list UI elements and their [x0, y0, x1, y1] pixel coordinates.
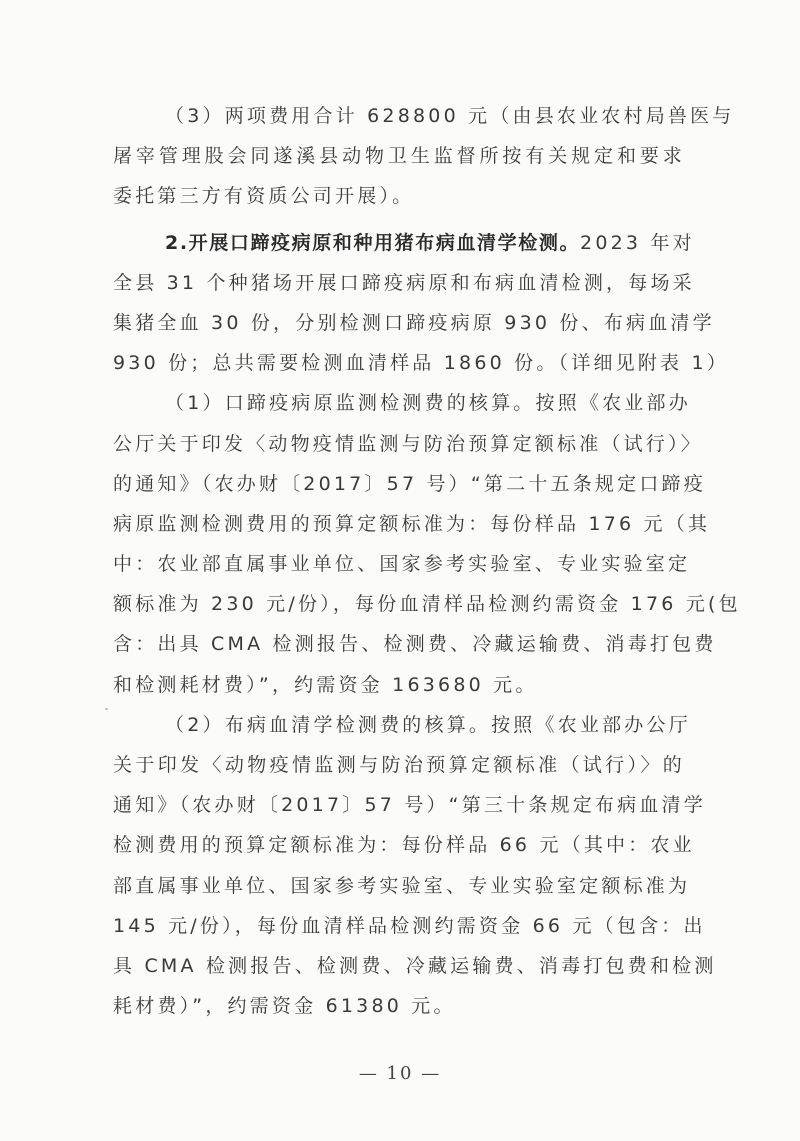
page-number: — 10 — [358, 1063, 442, 1084]
paragraph-section-2 [113, 223, 729, 384]
scan-speck [105, 708, 108, 710]
text-line: 屠宰管理股会同遂溪县动物卫生监督所按有关规定和要求 [113, 145, 685, 168]
text-line: 具 CMA 检测报告、检测费、冷藏运输费、消毒打包费和检测 [113, 954, 717, 977]
text-line: （1）口蹄疫病原监测检测费的核算。按照《农业部办 [165, 392, 691, 415]
paragraph-item-3-total [113, 96, 735, 217]
text-line: 145 元/份），每份血清样品检测约需资金 66 元（包含：出 [113, 914, 706, 937]
text-line: 全县 31 个种猪场开展口蹄疫病原和布病血清检测，每场采 [113, 271, 695, 294]
paragraph-item-2-brucellosis [113, 705, 717, 1027]
section-heading: 2.开展口蹄疫病原和种用猪布病血清学检测。 [165, 231, 581, 254]
text-line: （2）布病血清学检测费的核算。按照《农业部办公厅 [165, 713, 691, 736]
text-run: 2023 年对 [580, 231, 695, 254]
document-body [113, 96, 741, 1026]
text-line: 关于印发〈动物疫情监测与防治预算定额标准（试行）〉的 [113, 754, 685, 776]
text-line: 中：农业部直属事业单位、国家参考实验室、专业实验室定 [113, 553, 691, 576]
paragraph-item-1-fmd [113, 383, 741, 705]
text-line: （3）两项费用合计 628800 元（由县农业农村局兽医与 [165, 105, 735, 127]
text-line: 耗材费）”，约需资金 61380 元。 [113, 995, 456, 1018]
text-line: 病原监测检测费用的预算定额标准为：每份样品 176 元（其 [113, 512, 711, 535]
text-line: 和检测耗材费）”，约需资金 163680 元。 [113, 673, 538, 696]
text-line: 的通知》（农办财〔2017〕57 号）“第二十五条规定口蹄疫 [113, 472, 706, 495]
text-line: 部直属事业单位、国家参考实验室、专业实验室定额标准为 [113, 874, 691, 897]
text-line: 公厅关于印发〈动物疫情监测与防治预算定额标准（试行）〉 [113, 432, 703, 455]
text-line: 委托第三方有资质公司开展）。 [113, 185, 415, 208]
text-line: 通知》（农办财〔2017〕57 号）“第三十条规定布病血清学 [113, 794, 706, 817]
text-line [113, 223, 695, 263]
text-line: 检测费用的预算定额标准为：每份样品 66 元（其中：农业 [113, 834, 695, 857]
text-line: 含：出具 CMA 检测报告、检测费、冷藏运输费、消毒打包费 [113, 633, 717, 656]
text-line: 930 份；总共需要检测血清样品 1860 份。（详细见附表 1） [113, 352, 729, 375]
text-line: 额标准为 230 元/份），每份血清样品检测约需资金 176 元(包 [113, 593, 741, 616]
text-line: 集猪全血 30 份，分别检测口蹄疫病原 930 份、布病血清学 [113, 311, 715, 334]
